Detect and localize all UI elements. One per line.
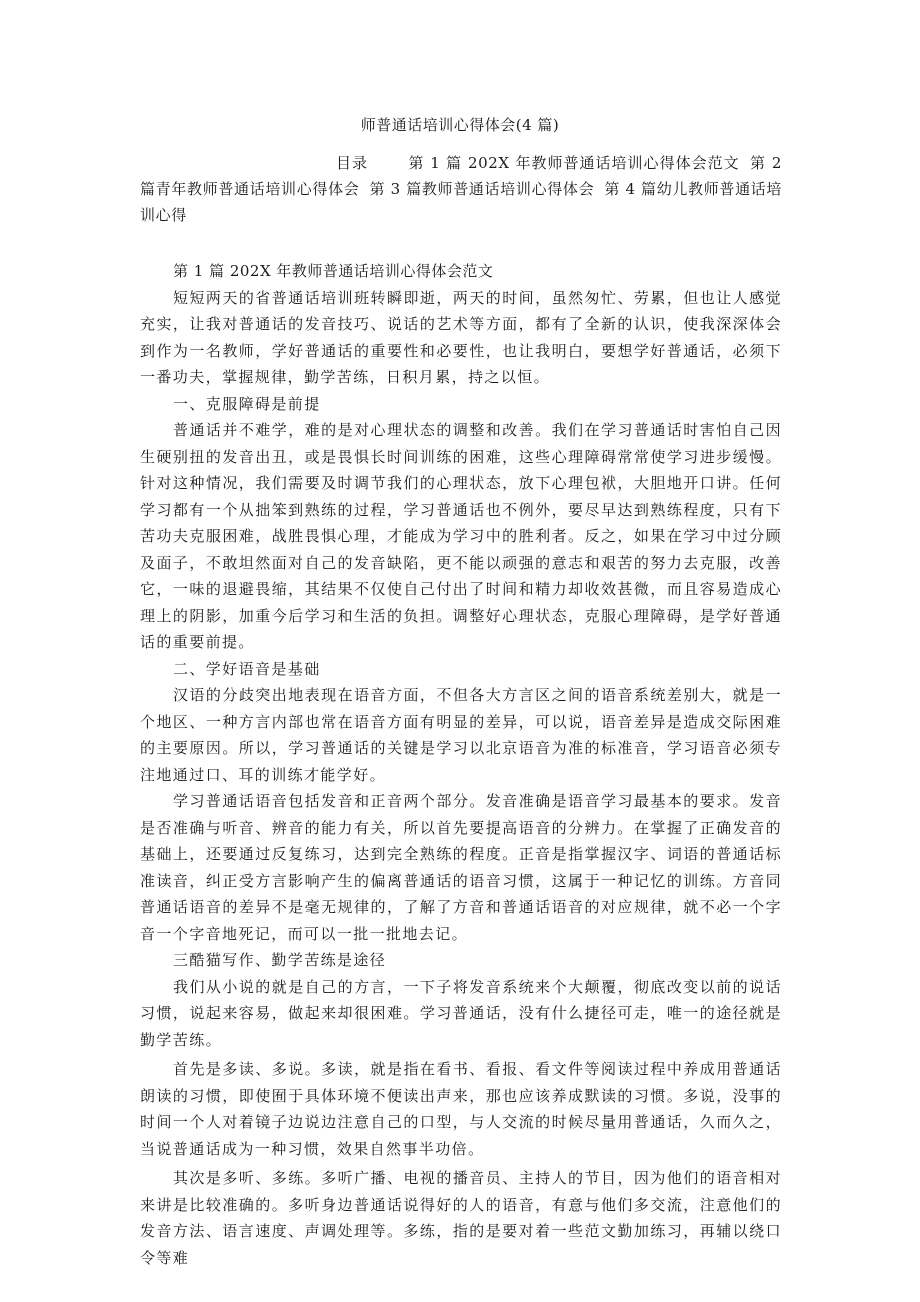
body-paragraph: 学习普通话语音包括发音和正音两个部分。发音准确是语音学习最基本的要求。发音是否准确与听音、辨音的能力有关，所以首先要提高语音的分辨力。在掌握了正确发音的基础上，还要通过反复练习，达到完全熟练的程度。正音是指掌握汉字、词语的普通话标准读音，纠正受方言影响产生的偏离普通话的语音习惯，这属于一种记忆的训练。方音同普通话语音的差异不是毫无规律的，了解了方音和普通话语音的对应规律，就不必一个字音一个字音地死记，而可以一批一批地去记。 (140, 792, 782, 943)
section-heading: 一、克服障碍是前提 (173, 394, 321, 413)
document-body (140, 258, 782, 1271)
toc-entry: 第 1 篇 202X 年教师普通话培训心得体会范文 (408, 154, 740, 172)
document-title: 师普通话培训心得体会(4 篇) (360, 116, 560, 134)
section-heading: 三酷猫写作、勤学苦练是途径 (173, 951, 387, 969)
body-paragraph: 首先是多读、多说。多读，就是指在看书、看报、看文件等阅读过程中养成用普通话朗读的习惯，即使囿于具体环境不便读出声来，那也应该养成默读的习惯。多说，没事的时间一个人对着镜子边说边注意自己的口型，与人交流的时候尽量用普通话，久而久之，当说普通话成为一种习惯，效果自然事半功倍。 (140, 1060, 782, 1158)
toc-label: 目录 (336, 154, 369, 172)
body-paragraph: 汉语的分歧突出地表现在语音方面，不但各大方言区之间的语音系统差别大，就是一个地区、一种方言内部也常在语音方面有明显的差异，可以说，语音差异是造成交际困难的主要原因。所以，学习普通话的关键是学习以北京语音为准的标准音，学习语音必须专注地通过口、耳的训练才能学好。 (140, 686, 782, 784)
chapter-heading: 第 1 篇 202X 年教师普通话培训心得体会范文 (173, 262, 494, 280)
body-paragraph: 普通话并不难学，难的是对心理状态的调整和改善。我们在学习普通话时害怕自己因生硬别扭的发音出丑，或是畏惧长时间训练的困难，这些心理障碍常常使学习进步缓慢。针对这种情况，我们需要及时调节我们的心理状态，放下心理包袱，大胆地开口讲。任何学习都有一个从拙笨到熟练的过程，学习普通话也不例外，要尽早达到熟练程度，只有下苦功夫克服困难，战胜畏惧心理，才能成为学习中的胜利者。反之，如果在学习中过分顾及面子，不敢坦然面对自己的发音缺陷，更不能以顽强的意志和艰苦的努力去克服，改善它，一味的退避畏缩，其结果不仅使自己付出了时间和精力却收效甚微，而且容易造成心理上的阴影，加重今后学习和生活的负担。调整好心理状态，克服心理障碍，是学好普通话的重要前提。 (140, 421, 782, 651)
table-of-contents (140, 150, 782, 228)
body-paragraph: 我们从小说的就是自己的方言，一下子将发音系统来个大颠覆，彻底改变以前的说话习惯，说起来容易，做起来却很困难。学习普通话，没有什么捷径可走，唯一的途径就是勤学苦练。 (140, 977, 782, 1049)
section-heading: 二、学好语音是基础 (173, 659, 321, 678)
body-paragraph: 其次是多听、多练。多听广播、电视的播音员、主持人的节目，因为他们的语音相对来讲是比较准确的。多听身边普通话说得好的人的语音，有意与他们多交流，注意他们的发音方法、语言速度、声调处理等。多练，指的是要对着一些范文勤加练习，再辅以绕口令等难 (140, 1169, 782, 1267)
toc-entry: 第 3 篇教师普通话培训心得体会 (369, 180, 595, 198)
toc-entry: 第 4 篇幼儿教师普通话培训心得 (140, 180, 783, 224)
toc-entry: 第 2 篇青年教师普通话培训心得体会 (140, 154, 782, 198)
body-paragraph: 短短两天的省普通话培训班转瞬即逝，两天的时间，虽然匆忙、劳累，但也让人感觉充实，让我对普通话的发音技巧、说话的艺术等方面，都有了全新的认识，使我深深体会到作为一名教师，学好普通话的重要性和必要性，也让我明白，要想学好普通话，必须下一番功夫，掌握规律，勤学苦练，日积月累，持之以恒。 (140, 288, 782, 386)
